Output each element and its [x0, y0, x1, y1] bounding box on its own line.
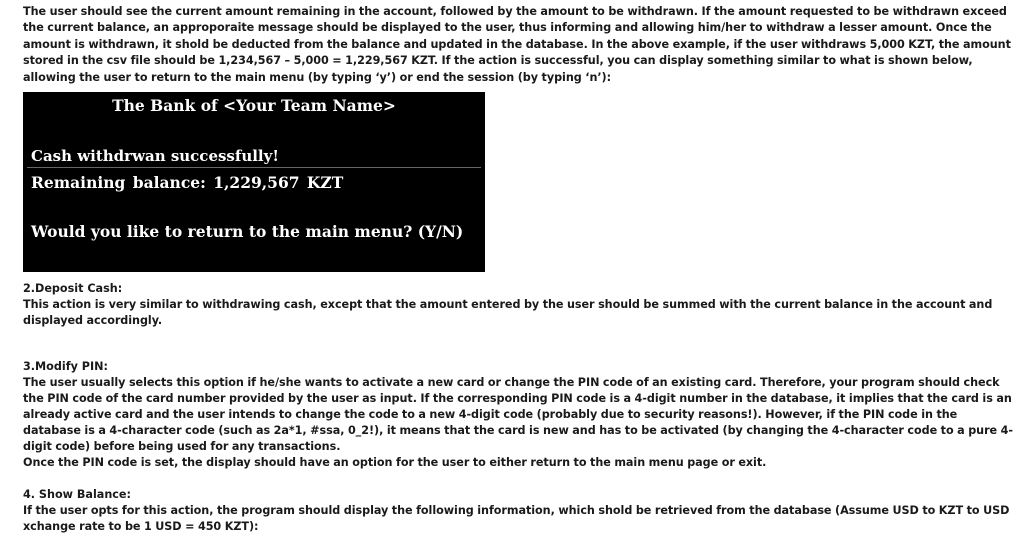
- modify-pin-body-2: Once the PIN code is set, the display should have an option for the user to either return to the main menu page or exit.: [23, 456, 767, 470]
- terminal-prompt: Would you like to return to the main menu? (Y/N): [31, 222, 464, 242]
- terminal-separator: [27, 167, 481, 168]
- modify-pin-title: 3.Modify PIN:: [23, 360, 108, 374]
- section-show-balance: [23, 487, 1013, 535]
- deposit-body: This action is very similar to withdrawing cash, except that the amount entered by the user should be summed with the current balance in the account and displayed accordingly.: [23, 298, 993, 328]
- terminal-output-box: [23, 92, 485, 272]
- withdraw-description: The user should see the current amount remaining in the account, followed by the amount to be withdrawn. If the amount requested to be withdrawn exceed the current balance, an approporaite message should be displayed to the user, thus informing and allowing him/her to withdraw a lesser amount. Once the amount is withdrawn, it shold be deducted from the balance and updated in the database. In the above example, if the user withdraws 5,000 KZT, the amount stored in the csv file should be 1,234,567 – 5,000 = 1,229,567 KZT. If the action is successful, you can display something similar to what is shown below, allowing the user to return to the main menu (by typing ‘y’) or end the session (by typing ‘n’):: [23, 5, 1011, 84]
- modify-pin-body: The user usually selects this option if he/she wants to activate a new card or change the PIN code of an existing card. Therefore, your program should check the PIN code of the card number provided by the user as input. If the corresponding PIN code is a 4-digit number in the database, it implies that the card is an already active card and the user intends to change the code to a new 4-digit code (probably due to security reasons!). However, if the PIN code in the database is a 4-character code (such as 2a*1, #ssa, 0_2!), it means that the card is new and has to be activated (by changing the 4-character code to a pure 4-digit code) before being used for any transactions.: [23, 376, 1013, 454]
- show-balance-body: If the user opts for this action, the program should display the following information, which shold be retrieved from the database (Assume USD to KZT to USD xchange rate to be 1 USD = 450 KZT):: [23, 504, 1010, 534]
- deposit-title: 2.Deposit Cash:: [23, 282, 123, 296]
- section-deposit: [23, 281, 1013, 329]
- terminal-title: The Bank of <Your Team Name>: [112, 96, 396, 116]
- document-body: [23, 4, 1013, 535]
- terminal-success-message: Cash withdrwan successfully!: [31, 147, 279, 166]
- section-modify-pin: [23, 359, 1013, 471]
- show-balance-title: 4. Show Balance:: [23, 488, 131, 502]
- terminal-balance-line: Remaining balance: 1,229,567 KZT: [31, 173, 344, 193]
